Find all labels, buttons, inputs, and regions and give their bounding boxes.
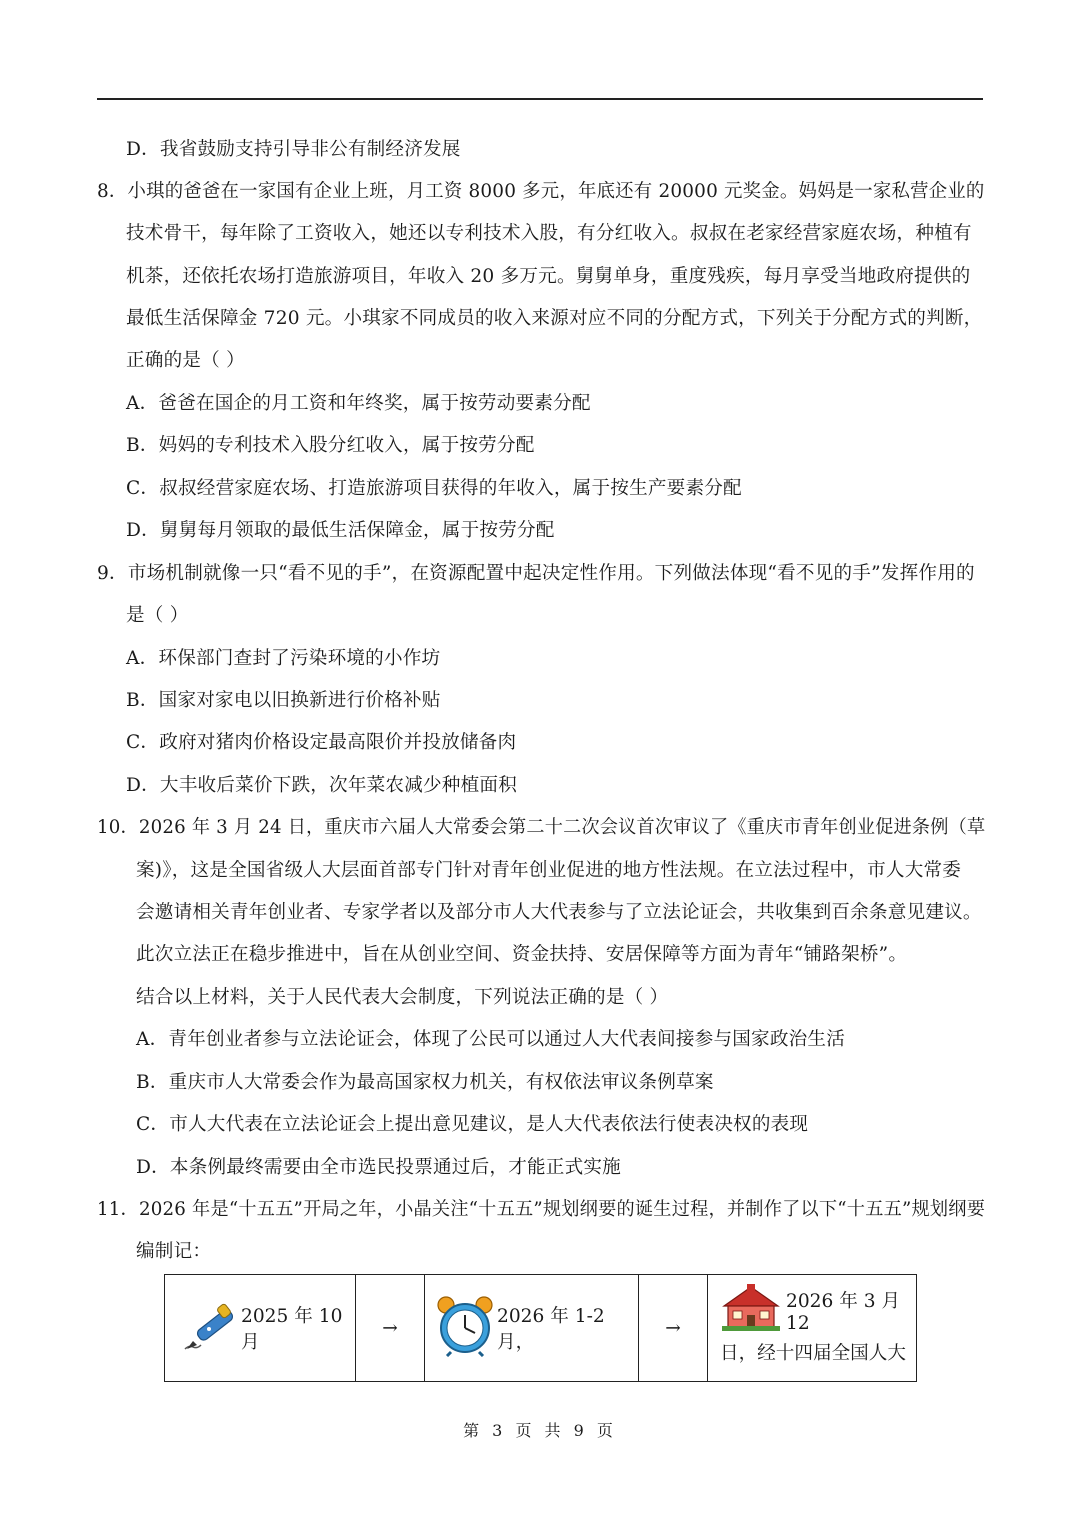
- q8-option-c: C．叔叔经营家庭农场、打造旅游项目获得的年收入，属于按生产要素分配: [126, 478, 742, 499]
- q10-text-line-5: 结合以上材料，关于人民代表大会制度，下列说法正确的是（ ）: [136, 987, 669, 1008]
- q10-option-a: A．青年创业者参与立法论证会，体现了公民可以通过人大代表间接参与国家政治生活: [136, 1029, 845, 1050]
- q8-text-line-4: 最低生活保障金 720 元。小琪家不同成员的收入来源对应不同的分配方式，下列关于分配方式的判断，: [126, 308, 983, 329]
- q10-text-line-1: 10．2026 年 3 月 24 日，重庆市六届人大常委会第二十二次会议首次审议了《重庆市青年创业促进条例（草: [97, 817, 986, 838]
- q10-option-c: C．市人大代表在立法论证会上提出意见建议，是人大代表依法行使表决权的表现: [136, 1114, 809, 1135]
- flow-step-1-text: 2025 年 10 月: [241, 1306, 343, 1353]
- page-footer: 第 3 页 共 9 页: [463, 1421, 617, 1440]
- q8-option-b: B．妈妈的专利技术入股分红收入，属于按劳分配: [126, 435, 535, 456]
- flow-step-3: [708, 1275, 917, 1382]
- q11-text-line-2: 编制记：: [136, 1241, 212, 1262]
- q9-option-c: C．政府对猪肉价格设定最高限价并投放储备肉: [126, 732, 517, 753]
- q8-option-a: A．爸爸在国企的月工资和年终奖，属于按劳动要素分配: [126, 393, 591, 414]
- flow-arrow-2: →: [639, 1275, 708, 1382]
- flow-table: [164, 1274, 917, 1382]
- q10-option-b: B．重庆市人大常委会作为最高国家权力机关，有权依法审议条例草案: [136, 1072, 714, 1093]
- q8-text-line-3: 机茶，还依托农场打造旅游项目，年收入 20 多万元。舅舅单身，重度残疾，每月享受当地政府提供的: [126, 266, 971, 287]
- q9-option-a: A．环保部门查封了污染环境的小作坊: [126, 648, 441, 669]
- q8-text-line-1: 8．小琪的爸爸在一家国有企业上班，月工资 8000 多元，年底还有 20000 元奖金。妈妈是一家私营企业的: [97, 181, 985, 202]
- q10-text-line-3: 会邀请相关青年创业者、专家学者以及部分市人大代表参与了立法论证会，共收集到百余条意见建议。: [136, 902, 982, 923]
- flow-step-1: [165, 1275, 356, 1382]
- q9-text-line-2: 是（ ）: [126, 605, 189, 626]
- q9-option-d: D．大丰收后菜价下跌，次年菜农减少种植面积: [126, 775, 517, 796]
- q10-text-line-4: 此次立法正在稳步推进中，旨在从创业空间、资金扶持、安居保障等方面为青年“铺路架桥”。: [136, 944, 908, 965]
- q9-text-line-1: 9．市场机制就像一只“看不见的手”，在资源配置中起决定性作用。下列做法体现“看不见的手”发挥作用的: [97, 563, 975, 584]
- q8-text-line-2: 技术骨干，每年除了工资收入，她还以专利技术入股，有分红收入。叔叔在老家经营家庭农场，种植有: [126, 223, 972, 244]
- flow-arrow-1: →: [356, 1275, 425, 1382]
- house-icon: [720, 1284, 782, 1337]
- q8-text-line-5: 正确的是（ ）: [126, 350, 245, 371]
- q10-option-d: D．本条例最终需要由全市选民投票通过后，才能正式实施: [136, 1157, 621, 1178]
- flow-step-2-text: 2026 年 1-2 月，: [497, 1306, 605, 1353]
- flow-step-3-text-line-1: 2026 年 3 月 12: [786, 1290, 901, 1334]
- q8-option-d: D．舅舅每月领取的最低生活保障金，属于按劳分配: [126, 520, 555, 541]
- q7-option-d: D．我省鼓励支持引导非公有制经济发展: [126, 139, 461, 160]
- q10-text-line-2: 案)》，这是全国省级人大层面首部专门针对青年创业促进的地方性法规。在立法过程中，市人大常委: [136, 860, 962, 881]
- header-rule: [97, 98, 983, 100]
- q11-text-line-1: 11．2026 年是“十五五”开局之年，小晶关注“十五五”规划纲要的诞生过程，并制作了以下“十五五”规划纲要: [97, 1199, 986, 1220]
- flow-step-2: [425, 1275, 639, 1382]
- pen-icon: [179, 1299, 237, 1358]
- alarm-clock-icon: [435, 1295, 495, 1362]
- flow-step-3-text-line-2: 日，经十四届全国人大: [720, 1343, 906, 1364]
- q9-option-b: B．国家对家电以旧换新进行价格补贴: [126, 690, 441, 711]
